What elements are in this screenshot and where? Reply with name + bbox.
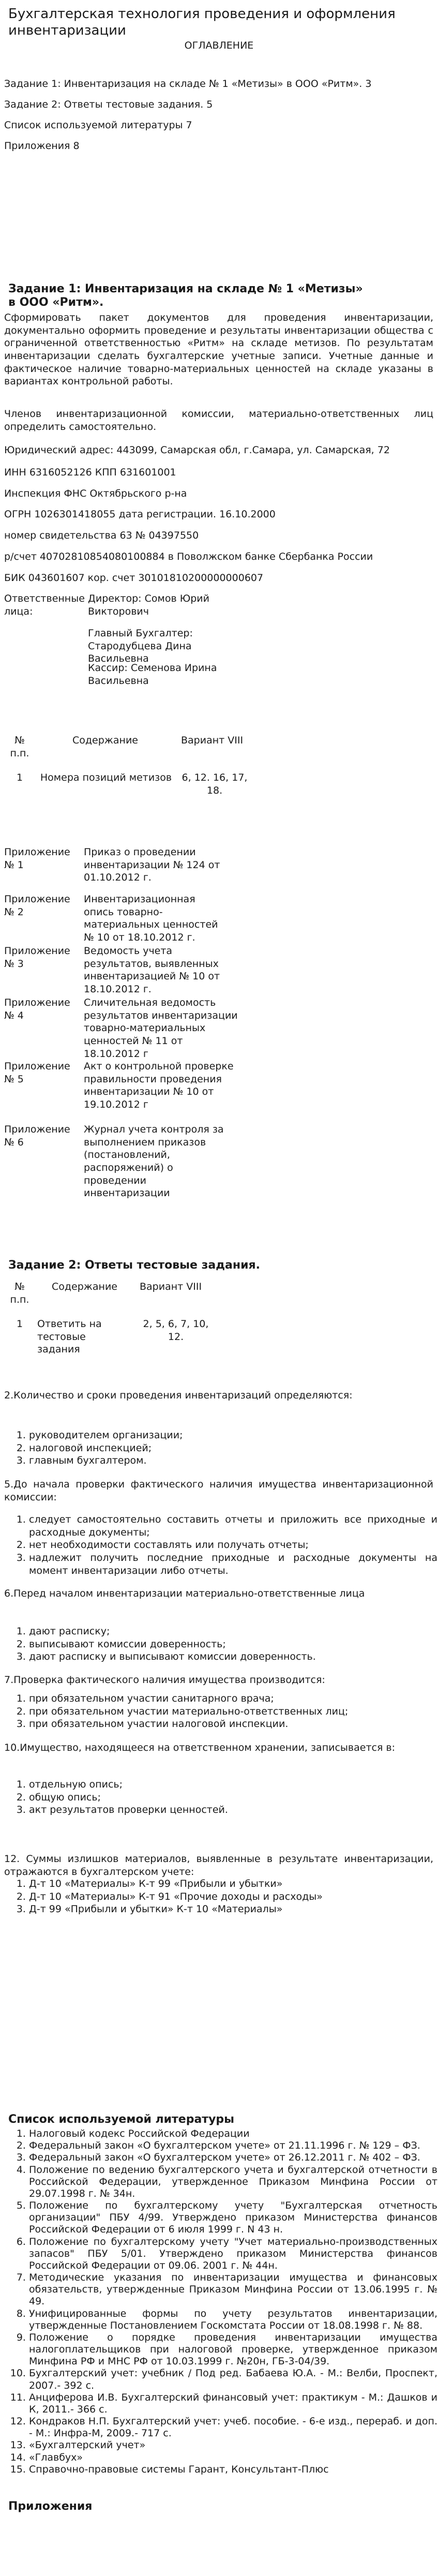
answer-option: 3. при обязательном участии налоговой инспекции. xyxy=(29,1718,437,1731)
company-bik: БИК 043601607 кор. счет 30101810200000000607 xyxy=(4,572,264,584)
answer-option: 1. отдельную опись; xyxy=(29,1778,437,1791)
literature-item: 14. «Главбух» xyxy=(29,2452,437,2464)
company-account: р/счет 40702810854080100884 в Поволжском банке Сбербанка России xyxy=(4,551,373,562)
literature-item: 1. Налоговый кодекс Российской Федерации xyxy=(29,2128,437,2140)
literature-item: 9. Положение о порядке проведения инвентаризации имущества налогоплательщиков при налоговой проверке, утвержденное приказом Минфина РФ и МНС РФ от 10.03.1999 г. №20н, ГБ-3-04/39. xyxy=(29,2332,437,2368)
table-header-number: № п.п. xyxy=(10,1281,29,1305)
answer-option: 3. акт результатов проверки ценностей. xyxy=(29,1804,437,1816)
literature-item: 13. «Бухгалтерский учет» xyxy=(29,2439,437,2451)
table-cell: 1 xyxy=(16,1318,23,1330)
appendix-text: Инвентаризационная опись товарно-материальных ценностей № 10 от 18.10.2012 г. xyxy=(84,894,218,944)
appendix-text: Журнал учета контроля за выполнением приказов (постановлений, распоряжений) о проведении инвентаризации xyxy=(84,1124,224,1199)
literature-item: 2. Федеральный закон «О бухгалтерском учете» от 21.11.1996 г. № 129 – ФЗ. xyxy=(29,2140,437,2152)
appendix-label: Приложение № 4 xyxy=(4,997,70,1021)
answer-option: 3. надлежит получить последние приходные и расходные документы на момент инвентаризации либо отчеты. xyxy=(29,1552,437,1577)
table-header-variant: Вариант VIII xyxy=(181,735,244,746)
literature-item: 15. Справочно-правовые системы Гарант, Консультант-Плюс xyxy=(29,2464,437,2476)
company-certificate: номер свидетельства 63 № 04397550 xyxy=(4,530,199,541)
company-address: Юридический адрес: 443099, Самарская обл, г.Самара, ул. Самарская, 72 xyxy=(4,444,390,456)
answer-option: 2. при обязательном участии материально-ответственных лиц; xyxy=(29,1705,437,1718)
literature-item: 8. Унифицированные формы по учету результатов инвентаризации, утвержденные Постановлением Госкомстата России от 18.08.1998 г. № 88. xyxy=(29,2308,437,2332)
toc-heading: ОГЛАВЛЕНИЕ xyxy=(184,40,254,51)
answer-option: 3. дают расписку и выписывают комиссии доверенность. xyxy=(29,1650,437,1663)
table-header-number: № п.п. xyxy=(10,735,29,759)
literature-item: 6. Положение по бухгалтерскому учету "Учет материально-производственных запасов" ПБУ 5/01. Утверждено приказом Министерства финансов Российской Федерации от 09.06. 2001 г. № 44н. xyxy=(29,2236,437,2272)
answer-option: 1. при обязательном участии санитарного врача; xyxy=(29,1692,437,1705)
answer-options xyxy=(4,1625,437,1663)
literature-item: 3. Федеральный закон «О бухгалтерском учете» от 26.12.2011 г. № 402 – ФЗ. xyxy=(29,2152,437,2164)
literature-list xyxy=(4,2128,437,2476)
appendix-text: Акт о контрольной проверке правильности проведения инвентаризации № 10 от 19.10.2012 г xyxy=(84,1061,234,1111)
table-cell: 6, 12. 16, 17, 18. xyxy=(182,772,248,796)
literature-item: 10. Бухгалтерский учет: учебник / Под ред. Бабаева Ю.А. - М.: Велби, Проспект, 2007.- 392 с. xyxy=(29,2367,437,2391)
appendix-label: Приложение № 1 xyxy=(4,846,70,871)
answer-options xyxy=(4,1692,437,1731)
task2-heading: Задание 2: Ответы тестовые задания. xyxy=(8,1259,260,1272)
table-cell: Номера позиций метизов xyxy=(40,772,172,783)
answer-option: 1. руководителем организации; xyxy=(29,1429,437,1442)
responsible-chief-accountant: Главный Бухгалтер: Стародубцева Дина Васильевна xyxy=(88,628,193,665)
literature-heading: Список используемой литературы xyxy=(8,2113,235,2126)
literature-item: 12. Кондраков Н.П. Бухгалтерский учет: учеб. пособие. - 6-е изд., перераб. и доп. - М.: Инфра-М, 2009.- 717 с. xyxy=(29,2416,437,2439)
toc-item[interactable]: Приложения 8 xyxy=(4,140,80,152)
table-header-content: Содержание xyxy=(72,735,138,746)
appendix-label: Приложение № 6 xyxy=(4,1124,70,1148)
answer-option: 3. Д-т 99 «Прибыли и убытки» К-т 10 «Материалы» xyxy=(29,1903,437,1916)
answer-option: 2. нет необходимости составлять или получать отчеты; xyxy=(29,1539,437,1552)
table-cell: Ответить на тестовые задания xyxy=(37,1318,102,1356)
answer-option: 1. Д-т 10 «Материалы» К-т 99 «Прибыли и убытки» xyxy=(29,1878,437,1890)
question-text: 6.Перед началом инвентаризации материально-ответственные лица xyxy=(4,1588,365,1599)
appendix-label: Приложение № 3 xyxy=(4,945,70,970)
toc-item[interactable]: Список используемой литературы 7 xyxy=(4,120,192,131)
table-header-variant: Вариант VIII xyxy=(140,1281,202,1292)
task1-intro: Сформировать пакет документов для проведения инвентаризации, документально оформить проведение и результаты инвентаризации общества с ограниченной ответственностью «Ритм» на складе метизов. По результатам инвентаризации сделать бухгалтерские учетные записи. Учетные данные и фактическое наличие товарно-материальных ценностей на складе указаны в вариантах контрольной работы. xyxy=(4,312,433,388)
answer-option: 2. налоговой инспекцией; xyxy=(29,1442,437,1455)
answer-options xyxy=(4,1513,437,1577)
question-text: 10.Имущество, находящееся на ответственном хранении, записывается в: xyxy=(4,1742,396,1753)
question-text: 2.Количество и сроки проведения инвентаризаций определяются: xyxy=(4,1390,353,1401)
toc-item[interactable]: Задание 1: Инвентаризация на складе № 1 «Метизы» в ООО «Ритм». 3 xyxy=(4,78,372,90)
answer-option: 2. выписывают комиссии доверенность; xyxy=(29,1638,437,1651)
literature-item: 11. Анциферова И.В. Бухгалтерский финансовый учет: практикум - М.: Дашков и К, 2011.- 366 с. xyxy=(29,2392,437,2416)
company-inspection: Инспекция ФНС Октябрьского р-на xyxy=(4,488,187,499)
responsible-director: Директор: Сомов Юрий Викторович xyxy=(88,593,209,617)
answer-option: 2. общую опись; xyxy=(29,1791,437,1804)
question-text: 12. Суммы излишков материалов, выявленные в результате инвентаризации, отражаются в бухгалтерском учете: xyxy=(4,1853,433,1878)
appendix-label: Приложение № 5 xyxy=(4,1061,70,1085)
task1-heading-line1: Задание 1: Инвентаризация на складе № 1 «Метизы» xyxy=(8,282,363,295)
question-text: 5.До начала проверки фактического наличия имущества инвентаризационной комиссии: xyxy=(4,1479,433,1503)
answer-options xyxy=(4,1778,437,1816)
table-header-content: Содержание xyxy=(52,1281,117,1292)
appendix-text: Ведомость учета результатов, выявленных инвентаризацией № 10 от 18.10.2012 г. xyxy=(84,945,220,995)
answer-options xyxy=(4,1878,437,1916)
appendix-label: Приложение № 2 xyxy=(4,894,70,918)
appendix-heading: Приложения xyxy=(8,2500,93,2513)
responsible-label: Ответственные лица: xyxy=(4,593,85,617)
task1-commission: Членов инвентаризационной комиссии, материально-ответственных лиц определить самостоятельно. xyxy=(4,408,433,433)
appendix-text: Сличительная ведомость результатов инвентаризации товарно-материальных ценностей № 11 от 18.10.2012 г xyxy=(84,997,238,1060)
company-inn: ИНН 6316052126 КПП 631601001 xyxy=(4,467,176,478)
answer-options xyxy=(4,1429,437,1467)
table-cell: 1 xyxy=(16,772,23,783)
answer-option: 2. Д-т 10 «Материалы» К-т 91 «Прочие доходы и расходы» xyxy=(29,1890,437,1903)
literature-item: 7. Методические указания по инвентаризации имущества и финансовых обязательств, утвержденные Приказом Минфина России от 13.06.1995 г. № 49. xyxy=(29,2272,437,2308)
appendix-text: Приказ о проведении инвентаризации № 124 от 01.10.2012 г. xyxy=(84,846,220,884)
literature-item: 5. Положение по бухгалтерскому учету "Бухгалтерская отчетность организации" ПБУ 4/99. Утверждено приказом Министерства финансов Российской Федерации от 6 июля 1999 г. N 43 н. xyxy=(29,2200,437,2236)
question-text: 7.Проверка фактического наличия имущества производится: xyxy=(4,1674,325,1686)
answer-option: 3. главным бухгалтером. xyxy=(29,1454,437,1467)
answer-option: 1. следует самостоятельно составить отчеты и приложить все приходные и расходные документы; xyxy=(29,1513,437,1539)
document-title: Бухгалтерская технология проведения и оформления инвентаризации xyxy=(8,6,396,38)
responsible-cashier: Кассир: Семенова Ирина Васильевна xyxy=(88,662,217,687)
company-ogrn: ОГРН 1026301418055 дата регистрации. 16.10.2000 xyxy=(4,509,276,520)
answer-option: 1. дают расписку; xyxy=(29,1625,437,1638)
task1-heading-line2: в ООО «Ритм». xyxy=(8,296,104,309)
literature-item: 4. Положение по ведению бухгалтерского учета и бухгалтерской отчетности в Российской Федерации, утвержденное Приказом Минфина России от 29.07.1998 г. № 34н. xyxy=(29,2164,437,2200)
toc-item[interactable]: Задание 2: Ответы тестовые задания. 5 xyxy=(4,99,213,110)
table-cell: 2, 5, 6, 7, 10, 12. xyxy=(143,1318,209,1343)
